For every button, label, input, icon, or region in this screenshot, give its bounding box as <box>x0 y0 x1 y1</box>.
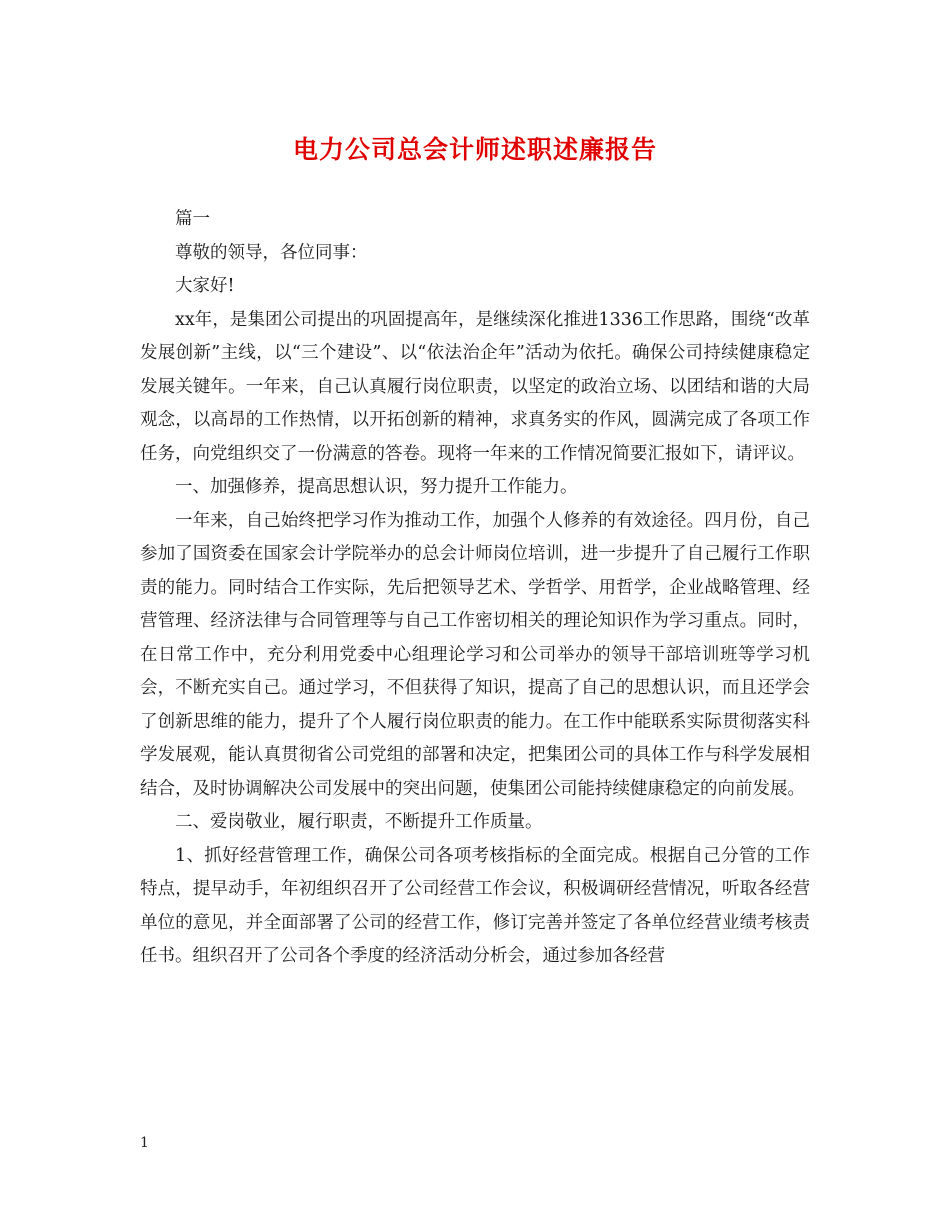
study-paragraph: 一年来，自己始终把学习作为推动工作，加强个人修养的有效途径。四月份，自己参加了国资委在国家会计学院举办的总会计师岗位培训，进一步提升了自己履行工作职责的能力。同时结合工作实际，先后把领导艺术、学哲学、用哲学，企业战略管理、经营管理、经济法律与合同管理等与自己工作密切相关的理论知识作为学习重点。同时，在日常工作中，充分利用党委中心组理论学习和公司举办的领导干部培训班等学习机会，不断充实自己。通过学习，不但获得了知识，提高了自己的思想认识，而且还学会了创新思维的能力，提升了个人履行岗位职责的能力。在工作中能联系实际贯彻落实科学发展观，能认真贯彻省公司党组的部署和决定，把集团公司的具体工作与科学发展相结合，及时协调解决公司发展中的突出问题，使集团公司能持续健康稳定的向前发展。 <box>140 510 810 799</box>
section-heading-2: 二、爱岗敬业，履行职责，不断提升工作质量。 <box>175 812 543 832</box>
salutation: 尊敬的领导，各位同事： <box>175 242 368 263</box>
page-number: 1 <box>140 1135 149 1151</box>
document-title: 电力公司总会计师述职述廉报告 <box>292 135 657 164</box>
document-body <box>140 203 810 974</box>
section-label: 篇一 <box>175 209 210 229</box>
section-heading-1: 一、加强修养，提高思想认识，努力提升工作能力。 <box>175 477 578 497</box>
intro-paragraph: xx年，是集团公司提出的巩固提高年，是继续深化推进1336工作思路，围绕“改革发展创新”主线，以“三个建设”、以“依法治企年”活动为依托。确保公司持续健康稳定发展关键年。一年来，自己认真履行岗位职责，以坚定的政治立场、以团结和谐的大局观念，以高昂的工作热情，以开拓创新的精神，求真务实的作风，圆满完成了各项工作任务，向党组织交了一份满意的答卷。现将一年来的工作情况简要汇报如下，请评议。 <box>140 309 810 464</box>
management-paragraph: 1、抓好经营管理工作，确保公司各项考核指标的全面完成。根据自己分管的工作特点，提早动手，年初组织召开了公司经营工作会议，积极调研经营情况，听取各经营单位的意见，并全面部署了公司的经营工作，修订完善并签定了各单位经营业绩考核责任书。组织召开了公司各个季度的经济活动分析会，通过参加各经营 <box>140 845 810 966</box>
greeting: 大家好! <box>175 276 235 296</box>
